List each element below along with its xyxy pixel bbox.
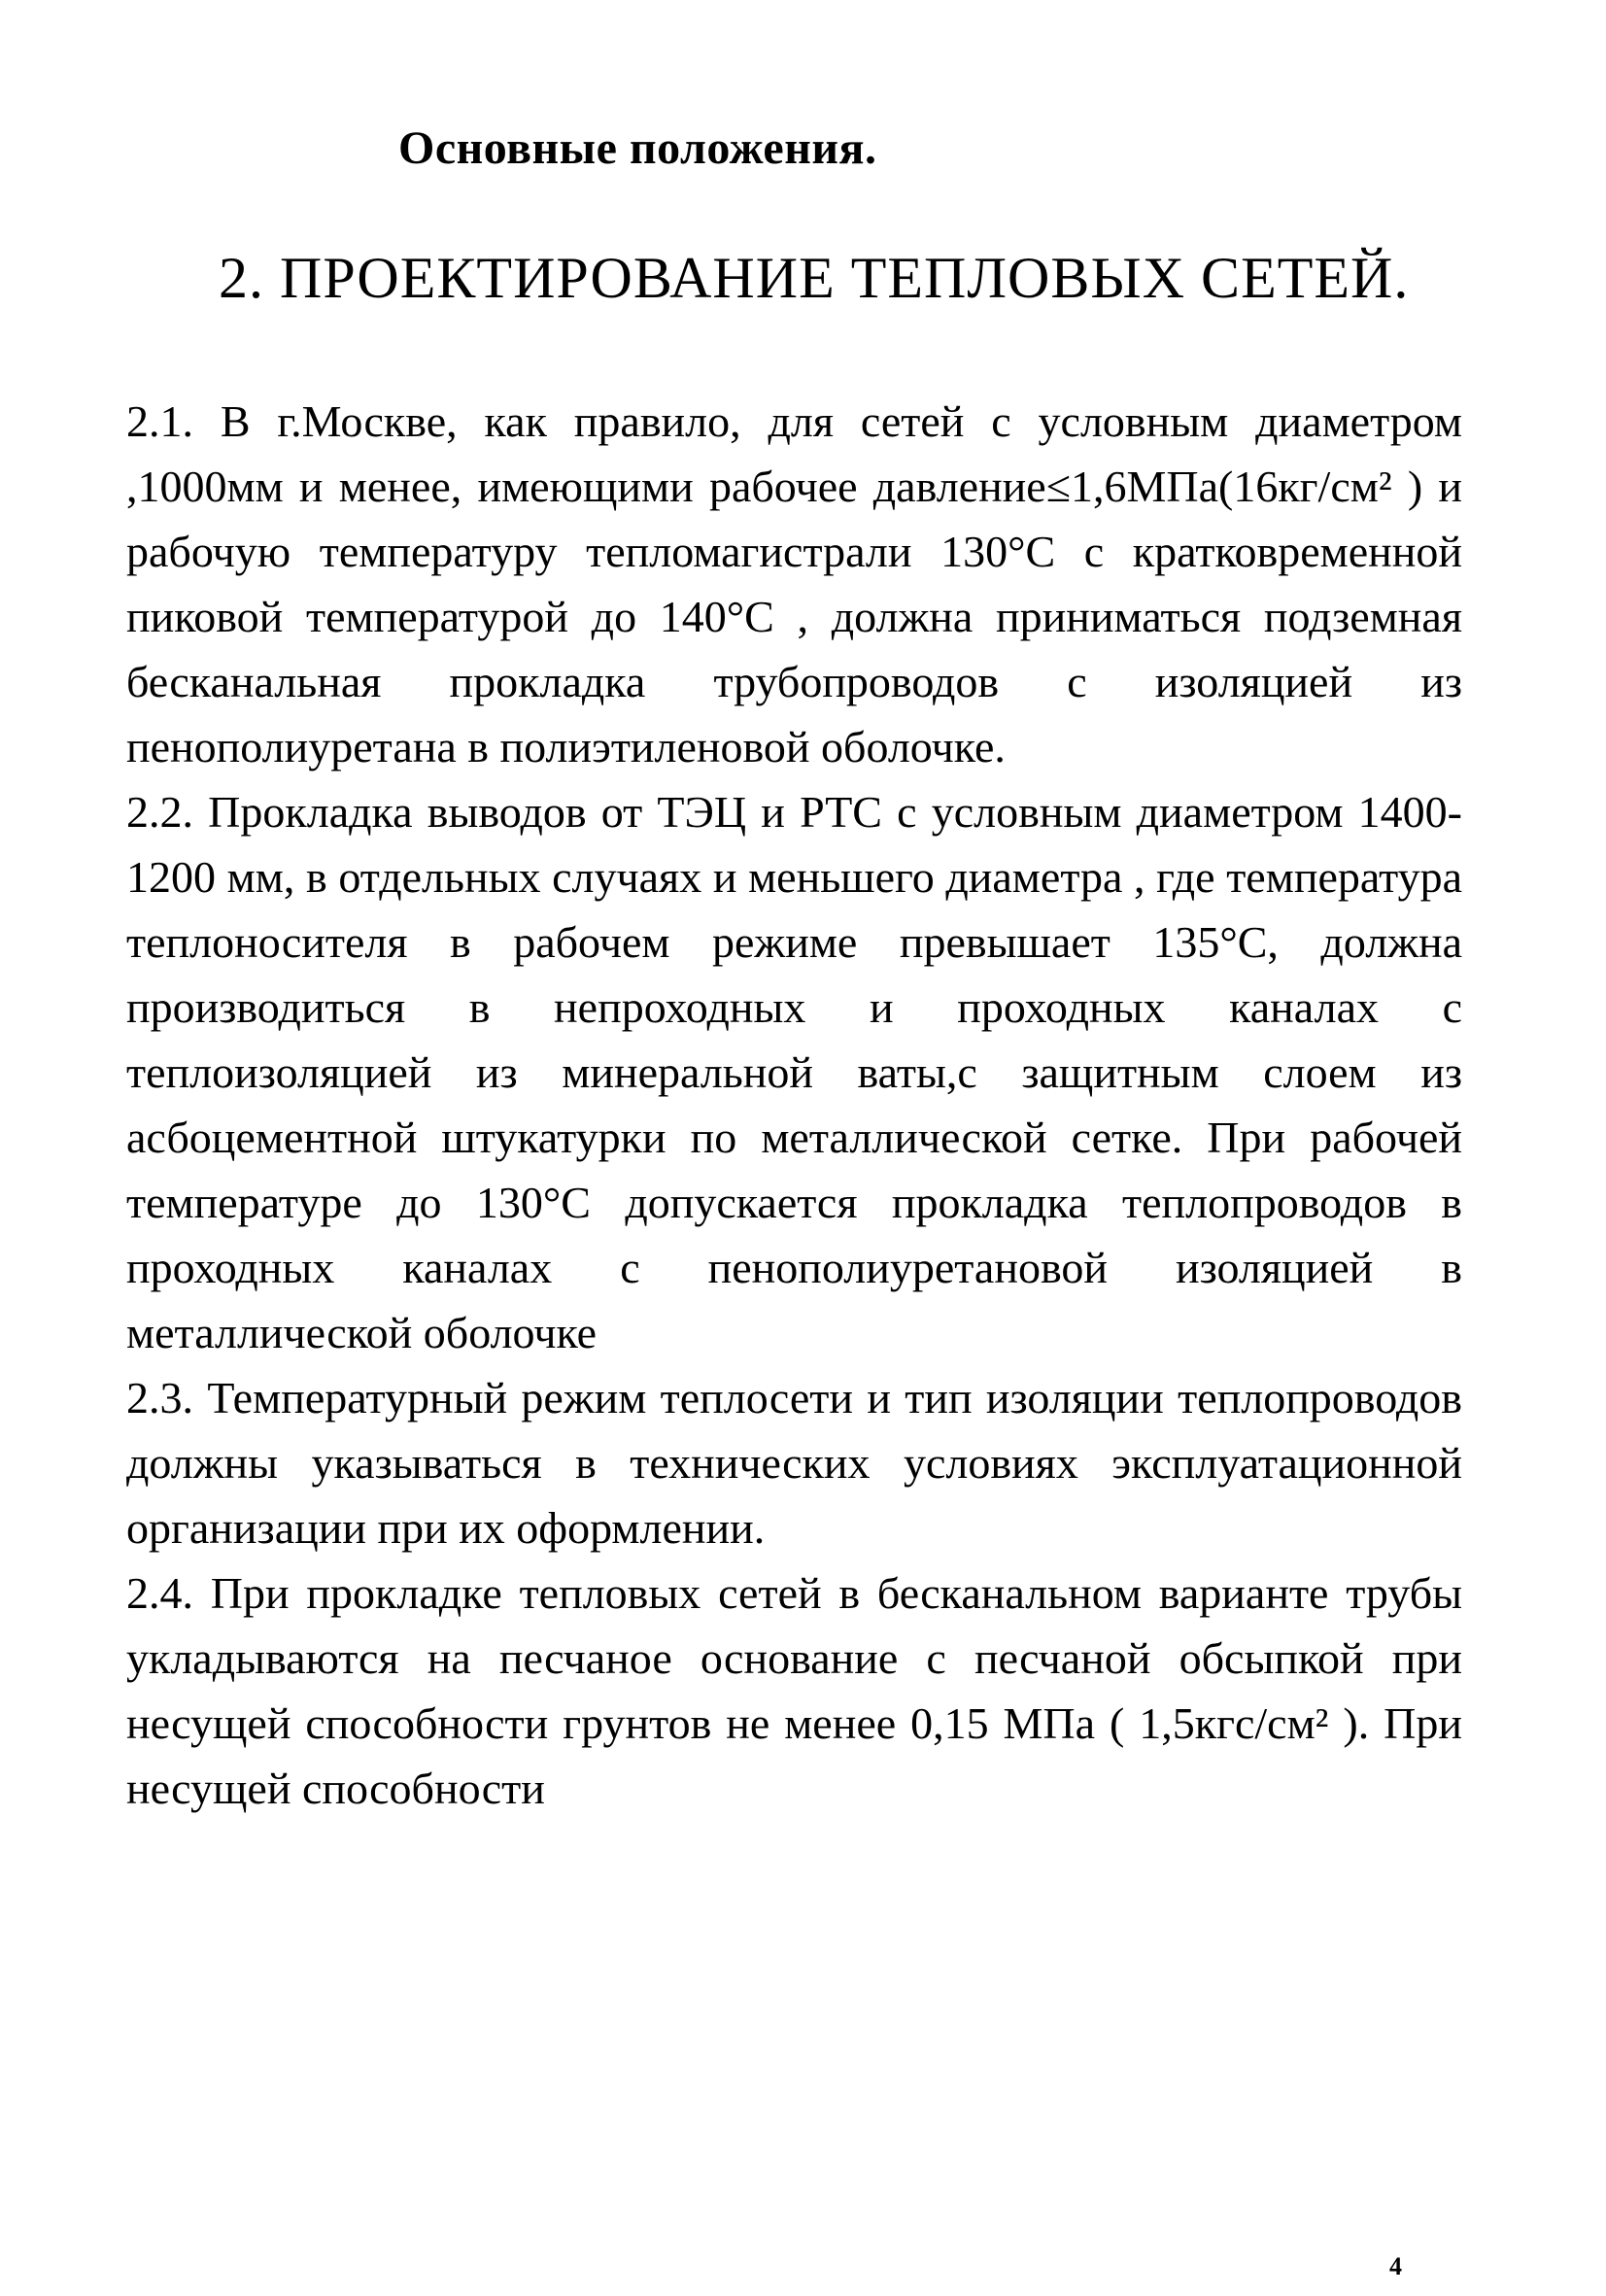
paragraph-text: При прокладке тепловых сетей в бесканальном варианте трубы укладываются на песчаное основание с песчаной обсыпкой при несущей способности грунтов не менее 0,15 МПа ( 1,5кгс/см² ). При несущей способности: [126, 1568, 1463, 1813]
paragraph-2-2: [126, 779, 1462, 1365]
paragraph-text: В г.Москве, как правило, для сетей с условным диаметром ,1000мм и менее, имеющими рабочее давление≤1,6МПа(16кг/см² ) и рабочую температуру тепломагистрали 130°С с кратковременной пиковой температурой до 140°С , должна приниматься подземная бесканальная прокладка трубопроводов с изоляцией из пенополиуретана в полиэтиленовой оболочке.: [126, 396, 1462, 771]
paragraph-number: 2.1.: [126, 396, 193, 446]
paragraph-2-4: [126, 1560, 1462, 1821]
paragraph-number: 2.4.: [126, 1568, 193, 1618]
paragraph-2-1: [126, 389, 1462, 779]
section-label: Основные положения.: [398, 122, 877, 174]
page-number: 4: [1389, 2252, 1402, 2280]
paragraph-2-3: [126, 1365, 1462, 1560]
paragraph-number: 2.3.: [126, 1373, 193, 1422]
chapter-title: 2. ПРОЕКТИРОВАНИЕ ТЕПЛОВЫХ СЕТЕЙ.: [219, 246, 1410, 310]
paragraph-text: Прокладка выводов от ТЭЦ и РТС с условным диаметром 1400-1200 мм, в отдельных случаях и меньшего диаметра , где температура теплоносителя в рабочем режиме превышает 135°С, должна производиться в непроходных и проходных каналах с теплоизоляцией из минеральной ваты,с защитным слоем из асбоцементной штукатурки по металлической сетке. При рабочей температуре до 130°С допускается прокладка теплопроводов в проходных каналах с пенополиуретановой изоляцией в металлической оболочке: [126, 787, 1462, 1357]
document-body: [126, 389, 1462, 1821]
paragraph-text: Температурный режим теплосети и тип изоляции теплопроводов должны указываться в технических условиях эксплуатационной организации при их оформлении.: [126, 1373, 1463, 1553]
paragraph-number: 2.2.: [126, 787, 193, 837]
